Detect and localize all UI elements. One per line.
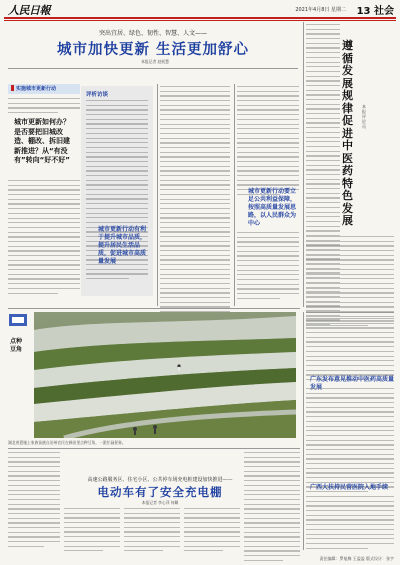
right-subhead-2: 广西大扶持民营医院入地手续 xyxy=(310,484,389,491)
column-separator xyxy=(157,84,158,306)
photo-credit: 湖北省恩施土家族苗族自治州农民在梯田里点种豆角，一派忙碌景象。 xyxy=(8,440,126,445)
column-4-body xyxy=(237,232,299,302)
lead-byline: 本报记者 赵展慧 xyxy=(141,59,169,64)
column-1-text xyxy=(8,98,80,117)
section-badge: 实施城市更新行动 xyxy=(8,84,80,94)
column-separator xyxy=(303,22,304,307)
dateline: 2021年4月8日 星期二 xyxy=(295,7,346,13)
right-lower-text-a xyxy=(306,318,394,384)
bottom-kicker: 高速公路服务区、住宅小区、公共停车场充电桩建设加快推进—— xyxy=(87,477,233,483)
subhead-2: 城市更新行动要立足公共利益保障，按照高质量发展思路，以人民群众为中心 xyxy=(248,188,297,227)
column-separator xyxy=(234,84,235,306)
right-column-text-b xyxy=(306,236,394,330)
photo-gallery-icon xyxy=(8,312,28,326)
right-headline: 遵循发展规律促进中医药特色发展 xyxy=(342,39,353,227)
right-subhead-1: 广东发布意见推动中医药高质量 xyxy=(310,376,395,383)
right-lower-text-b xyxy=(306,388,394,496)
bottom-column-2 xyxy=(64,508,120,555)
lead-headline: 城市加快更新 生活更加舒心 xyxy=(56,42,250,58)
bottom-column-4 xyxy=(184,508,240,555)
interview-box-title: 评析访谈 xyxy=(86,92,109,98)
masthead xyxy=(6,2,394,16)
bottom-headline: 电动车有了安全充电棚 xyxy=(97,485,223,499)
page-number: 13 社会 xyxy=(356,6,394,17)
top-rule xyxy=(4,17,396,19)
column-1-body xyxy=(8,180,80,297)
bottom-column-1 xyxy=(8,452,60,550)
lead-kicker: 突出宜居、绿色、韧性、智慧、人文—— xyxy=(98,30,207,37)
bottom-column-3 xyxy=(124,508,180,555)
divider xyxy=(8,68,298,69)
right-lower-text-c xyxy=(306,496,394,552)
top-rule-thin xyxy=(4,20,396,21)
bottom-byline: 本报记者 李心萍 何璐 xyxy=(141,500,179,505)
divider xyxy=(306,312,394,313)
column-4-text xyxy=(237,86,299,199)
right-author: 本报评论员 xyxy=(362,104,366,129)
divider xyxy=(8,448,300,449)
column-separator xyxy=(303,312,304,550)
terraced-fields-photo xyxy=(34,312,296,438)
lead-deck: 城市更新如何办？是否要把旧城改造、棚改、拆旧建新推进？从“有没有”转向“好不好” xyxy=(14,118,70,164)
photo-side-caption: 点种豆角 xyxy=(10,338,23,353)
page-footer: 责任编辑：罗旭梅 王盈盈 版式设计：张宇 xyxy=(319,556,394,561)
subhead-1: 城市更新行动有利于提升城市品质，提升居民生活品质，促进城市高质量发展 xyxy=(98,226,147,265)
column-3-text xyxy=(160,86,230,320)
divider xyxy=(8,308,300,309)
newspaper-logo: 人民日報 xyxy=(8,4,50,17)
bottom-column-5 xyxy=(244,452,300,565)
